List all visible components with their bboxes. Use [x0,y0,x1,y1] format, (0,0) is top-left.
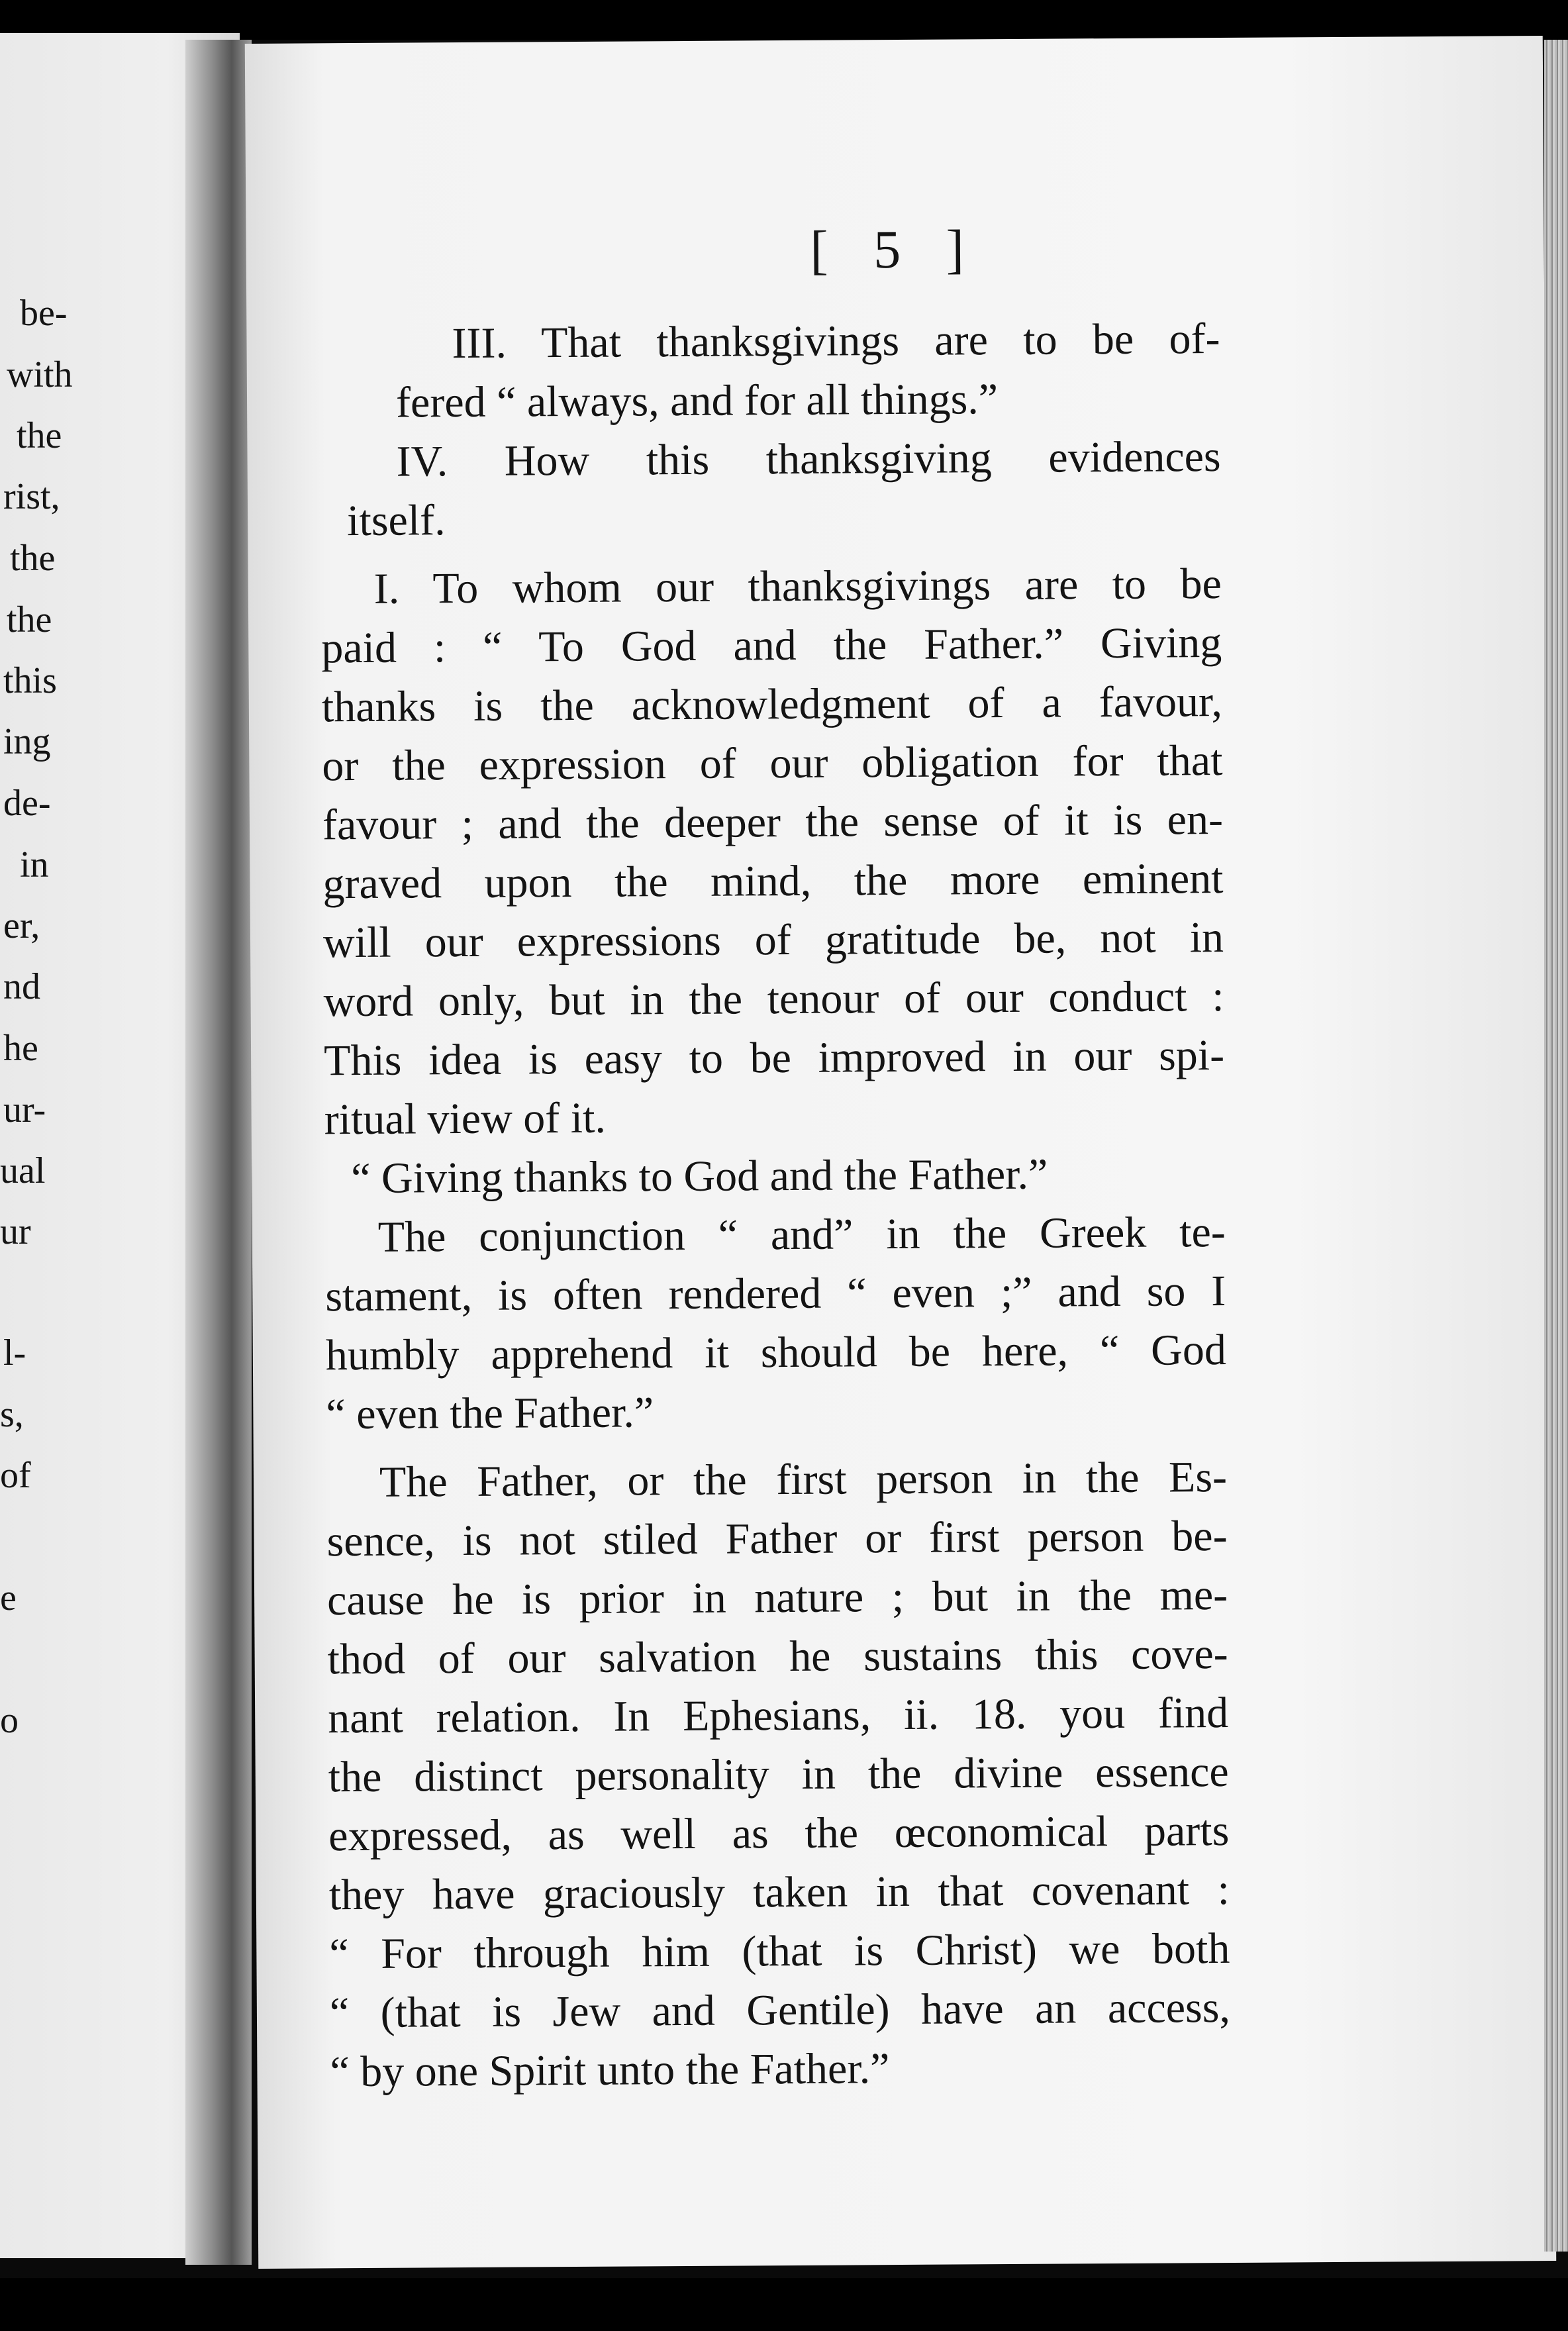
left-fragment: o [0,1700,19,1741]
left-fragment: in [20,844,49,885]
text-line: III. That thanksgivings are to be of- [452,315,1220,368]
text-line: thod of our salvation he sustains this cove- [327,1629,1228,1684]
text-line: paid : “ To God and the Father.” Giving [321,619,1222,673]
text-line: “ (that is Jew and Gentile) have an access, [329,1983,1231,2038]
quotation-line [324,1144,1226,1208]
paragraph-2 [324,1203,1226,1444]
text-line: “ Giving thanks to God and the Father.” [351,1150,1048,1203]
left-fragment: s, [0,1394,24,1435]
text-line: “ even the Father.” [326,1388,654,1439]
text-line: itself. [346,496,446,546]
text-line: or the expression of our obligation for that [322,736,1223,791]
section-heading-iv [320,427,1221,550]
page-fore-edge [1544,40,1568,2252]
text-line: ritual view of it. [324,1093,607,1144]
text-line: IV. How this thanksgiving evidences [396,432,1221,486]
section-heading-iii [319,309,1220,432]
left-fragment: this [3,660,57,701]
left-fragment: with [7,354,73,395]
text-line: cause he is prior in nature ; but in the me- [326,1570,1228,1625]
left-fragment: of [0,1455,31,1496]
paragraph-3 [326,1448,1231,2101]
text-line: nant relation. In Ephesians, ii. 18. you find [327,1688,1229,1743]
text-line: This idea is easy to be improved in our spi- [323,1031,1225,1085]
right-page [245,36,1556,2269]
text-line: humbly apprehend it should be here, “ God [325,1326,1227,1380]
text-line: The conjunction “ and” in the Greek te- [377,1208,1226,1262]
paragraph-1 [321,554,1225,1149]
page-number-header: [ 5 ] [810,219,981,280]
left-fragment: be- [20,293,68,334]
text-line: thanks is the acknowledgment of a favour, [321,677,1223,732]
text-line: graved upon the mind, the more eminent [322,854,1224,909]
left-fragment: the [10,538,56,579]
text-line: expressed, as well as the œconomical parts [328,1806,1230,1861]
text-line: word only, but in the tenour of our conduct : [323,972,1224,1026]
left-fragment: ing [3,721,51,762]
text-line: the distinct personality in the divine essence [328,1747,1229,1802]
text-line: sence, is not stiled Father or first person be- [326,1511,1228,1566]
book-gutter [185,40,252,2265]
left-fragment: the [17,415,62,456]
left-fragment: rist, [3,476,60,517]
text-line: they have graciously taken in that covenant : [328,1865,1230,1920]
text-line: The Father, or the first person in the Es- [379,1452,1228,1507]
text-line: I. To whom our thanksgivings are to be [373,560,1222,613]
text-line: will our expressions of gratitude be, not in [322,913,1224,967]
left-fragment: e [0,1577,17,1618]
text-line: fered “ always, and for all things.” [395,375,999,427]
text-line: favour ; and the deeper the sense of it is en- [322,795,1224,850]
left-fragment: nd [3,966,40,1007]
text-line: “ by one Spirit unto the Father.” [330,2044,890,2097]
left-fragment: the [7,599,52,640]
page-body [319,309,1230,2101]
left-fragment: er, [3,905,40,946]
text-line: “ For through him (that is Christ) we both [329,1924,1230,1979]
left-fragment: ual [0,1150,46,1191]
left-fragment: ur- [3,1089,46,1130]
scan-bottom-border [0,2278,1568,2331]
left-fragment: de- [3,783,51,824]
left-fragment: l- [3,1332,26,1373]
text-line: stament, is often rendered “ even ;” and so I [325,1267,1226,1321]
left-fragment: ur [0,1211,31,1252]
left-fragment: he [3,1028,38,1069]
